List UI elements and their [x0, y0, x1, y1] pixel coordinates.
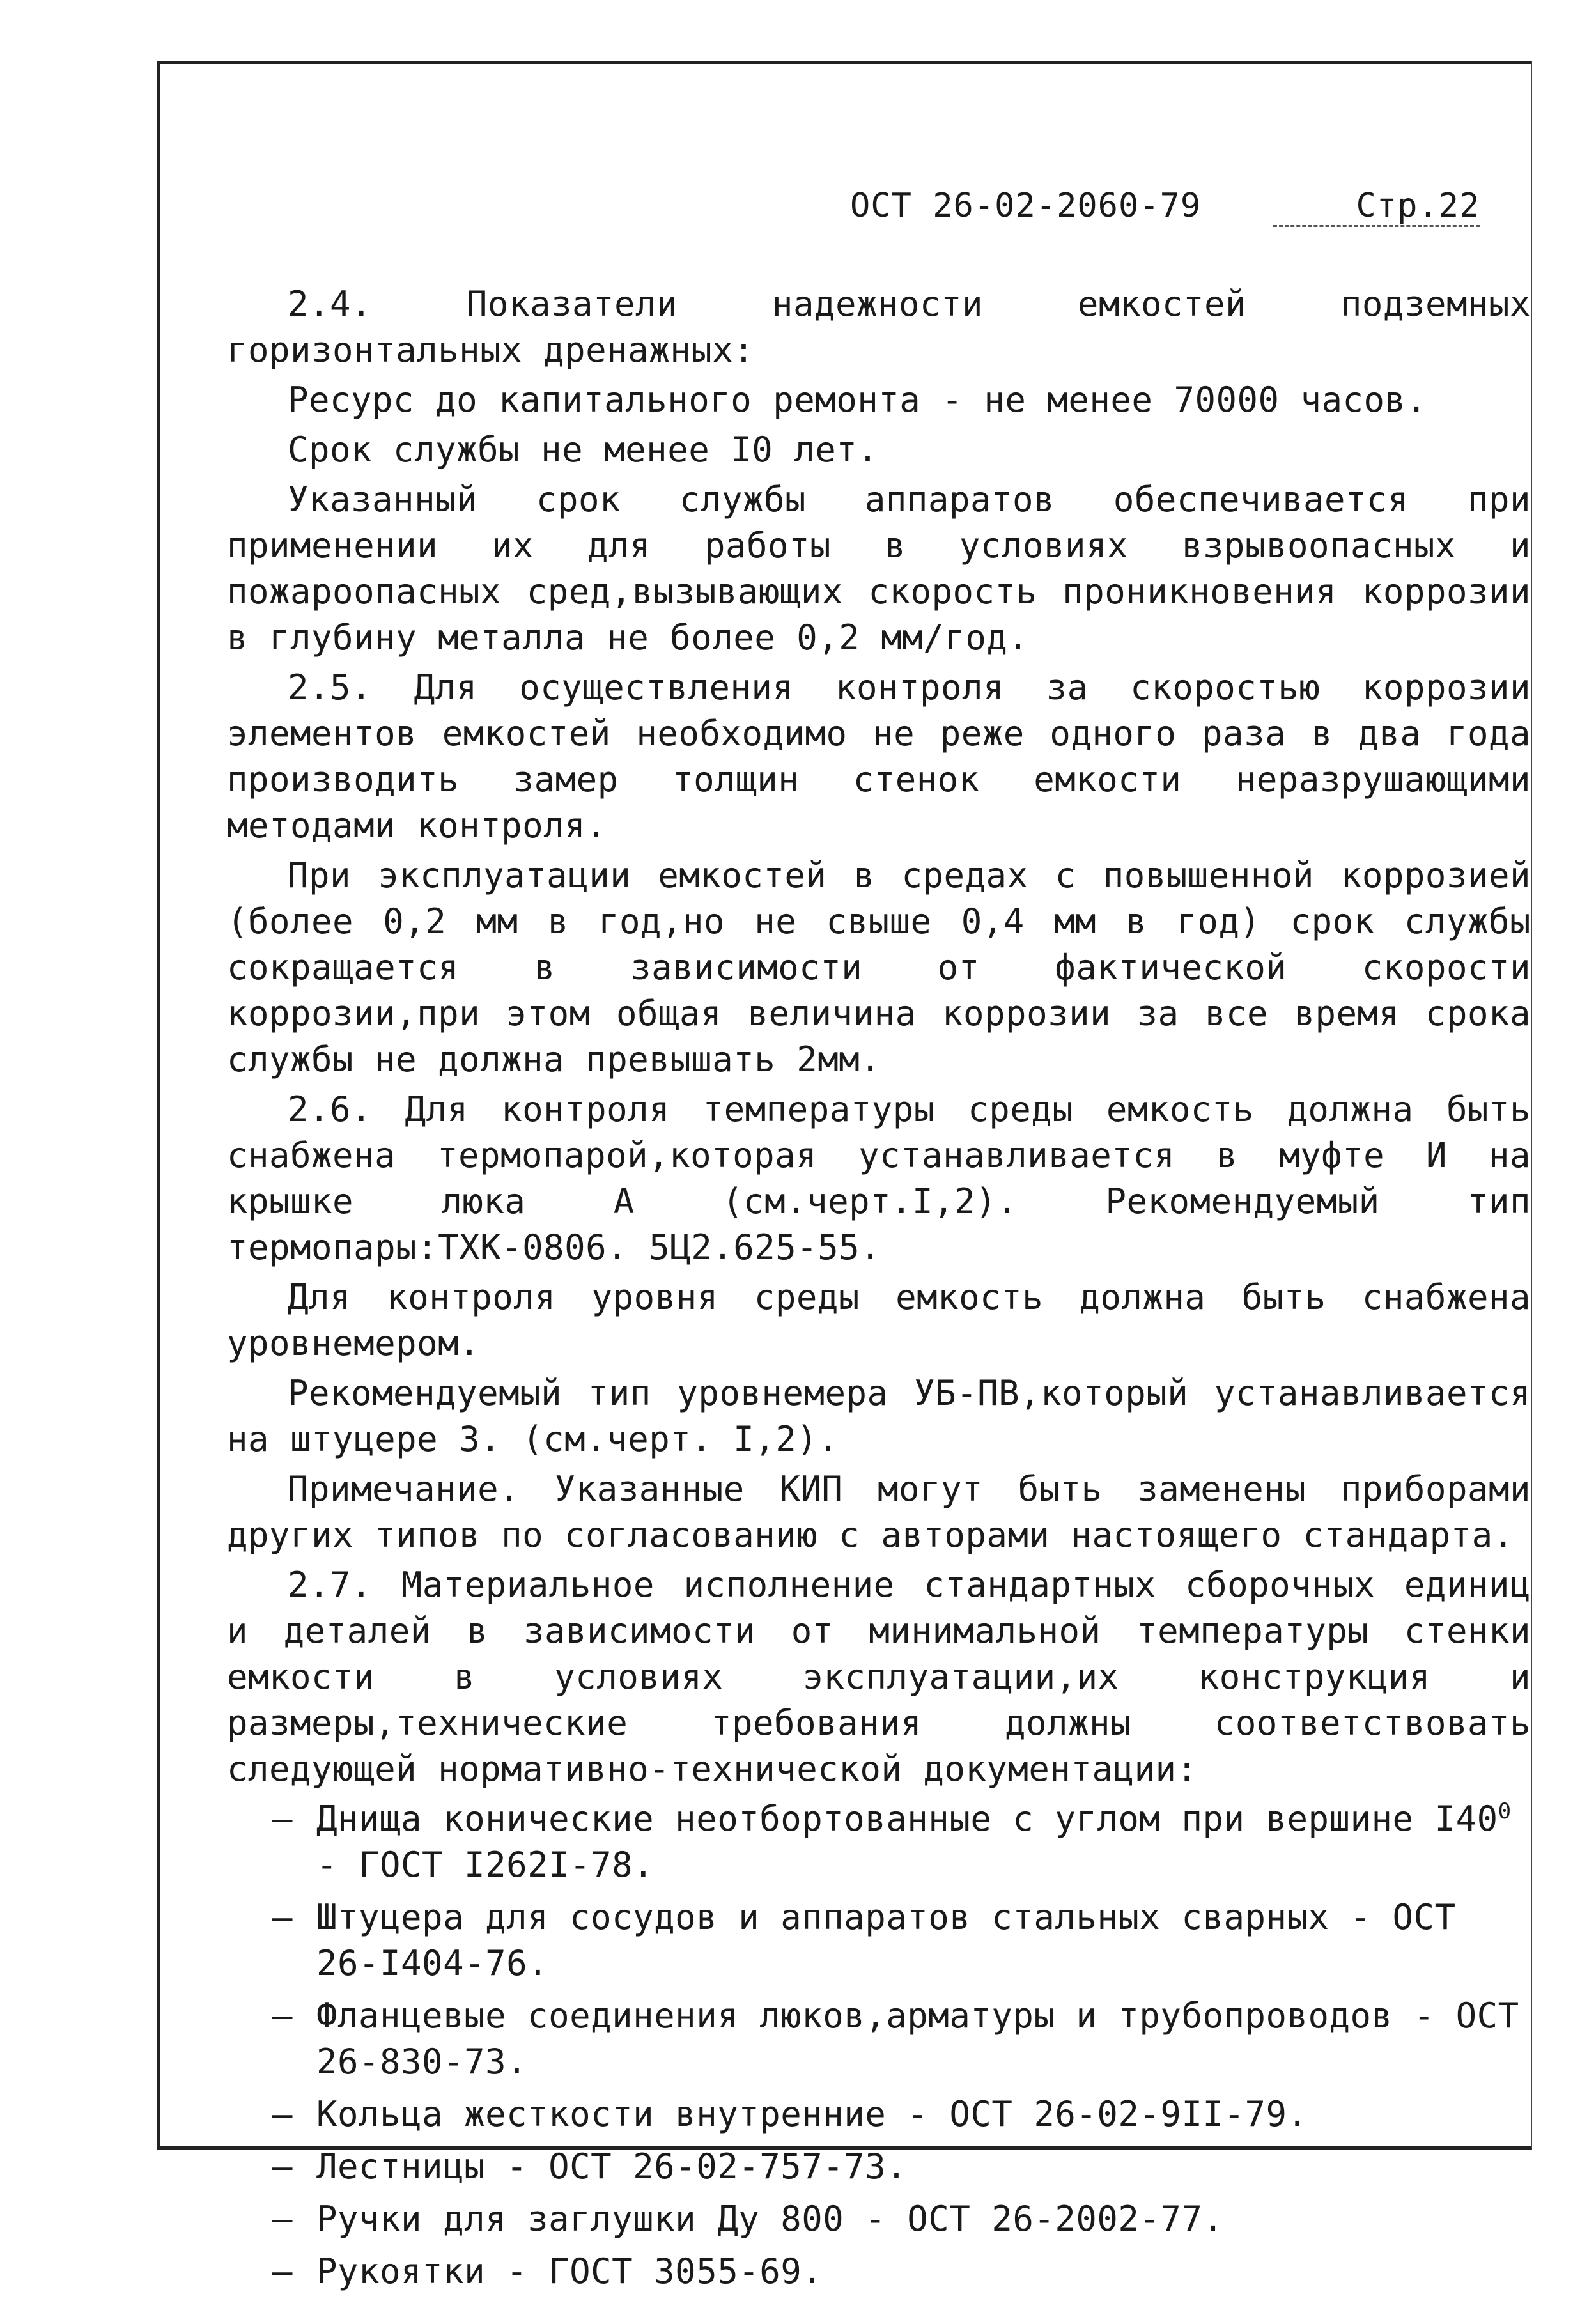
paragraph-2-5: 2.5. Для осуществления контроля за скоростью коррозии элементов емкостей необходимо не реже одного раза в два года производить замер толщин стенок емкости неразрушающими методами контроля.: [227, 667, 1531, 846]
degree-sign: 0: [1498, 1799, 1512, 1824]
list-item: – Ручки для заглушки Ду 800 - ОСТ 26-2002-77.: [227, 2196, 1531, 2242]
paragraph-level-gauge: Рекомендуемый тип уровнемера УБ-ПВ,который устанавливается на штуцере 3. (см.черт. I,2).: [227, 1373, 1531, 1459]
paragraph-service-life-conditions: Указанный срок службы аппаратов обеспечивается при применении их для работы в условиях взрывоопасных и пожароопасных сред,вызывающих скорость проникновения коррозии в глубину металла не более 0,2 мм/год.: [227, 479, 1531, 658]
list-item-text: - ГОСТ I262I-78.: [316, 1845, 655, 1885]
standard-number: ОСТ 26-02-2060-79: [850, 187, 1202, 225]
page-header: [850, 187, 1480, 227]
paragraph-resource: Ресурс до капитального ремонта - не менее 70000 часов.: [288, 380, 1427, 420]
paragraph-2-7: 2.7. Материальное исполнение стандартных сборочных единиц и деталей в зависимости от минимальной температуры стенки емкости в условиях эксплуатации,их конструкция и размеры,технические требования должны соответствовать следующей нормативно-технической документации:: [227, 1565, 1531, 1789]
list-item: – Штуцера для сосудов и аппаратов стальных сварных - ОСТ 26-I404-76.: [227, 1894, 1531, 1987]
paragraph-note: Примечание. Указанные КИП могут быть заменены приборами других типов по согласованию с авторами настоящего стандарта.: [227, 1469, 1531, 1555]
list-item: – Рукоятки - ГОСТ 3055-69.: [227, 2249, 1531, 2295]
list-item: [227, 1796, 1531, 1888]
paragraph-2-6: 2.6. Для контроля температуры среды емкость должна быть снабжена термопарой,которая устанавливается в муфте И на крышке люка А (см.черт.I,2). Рекомендуемый тип термопары:ТХК-0806. 5Ц2.625-55.: [227, 1089, 1531, 1267]
list-item: – Лестницы - ОСТ 26-02-757-73.: [227, 2144, 1531, 2190]
paragraph-service-life: Срок службы не менее I0 лет.: [288, 430, 879, 470]
list-item: – Кольца жесткости внутренние - ОСТ 26-02-9II-79.: [227, 2091, 1531, 2137]
paragraph-level-control: Для контроля уровня среды емкость должна быть снабжена уровнемером.: [227, 1277, 1531, 1363]
page-number: Стр.22: [1273, 187, 1480, 227]
paragraph-2-4: 2.4. Показатели надежности емкостей подземных горизонтальных дренажных:: [227, 284, 1531, 370]
normative-docs-list: [227, 1796, 1531, 2295]
paragraph-corrosion: При эксплуатации емкостей в средах с повышенной коррозией (более 0,2 мм в год,но не свыше 0,4 мм в год) срок службы сокращается в зависимости от фактической скорости коррозии,при этом общая величина коррозии за все время срока службы не должна превышать 2мм.: [227, 855, 1531, 1080]
document-body: [227, 281, 1531, 2301]
list-item: – Фланцевые соединения люков,арматуры и трубопроводов - ОСТ 26-830-73.: [227, 1993, 1531, 2085]
list-item-text: Днища конические неотбортованные с углом при вершине I40: [316, 1799, 1498, 1839]
